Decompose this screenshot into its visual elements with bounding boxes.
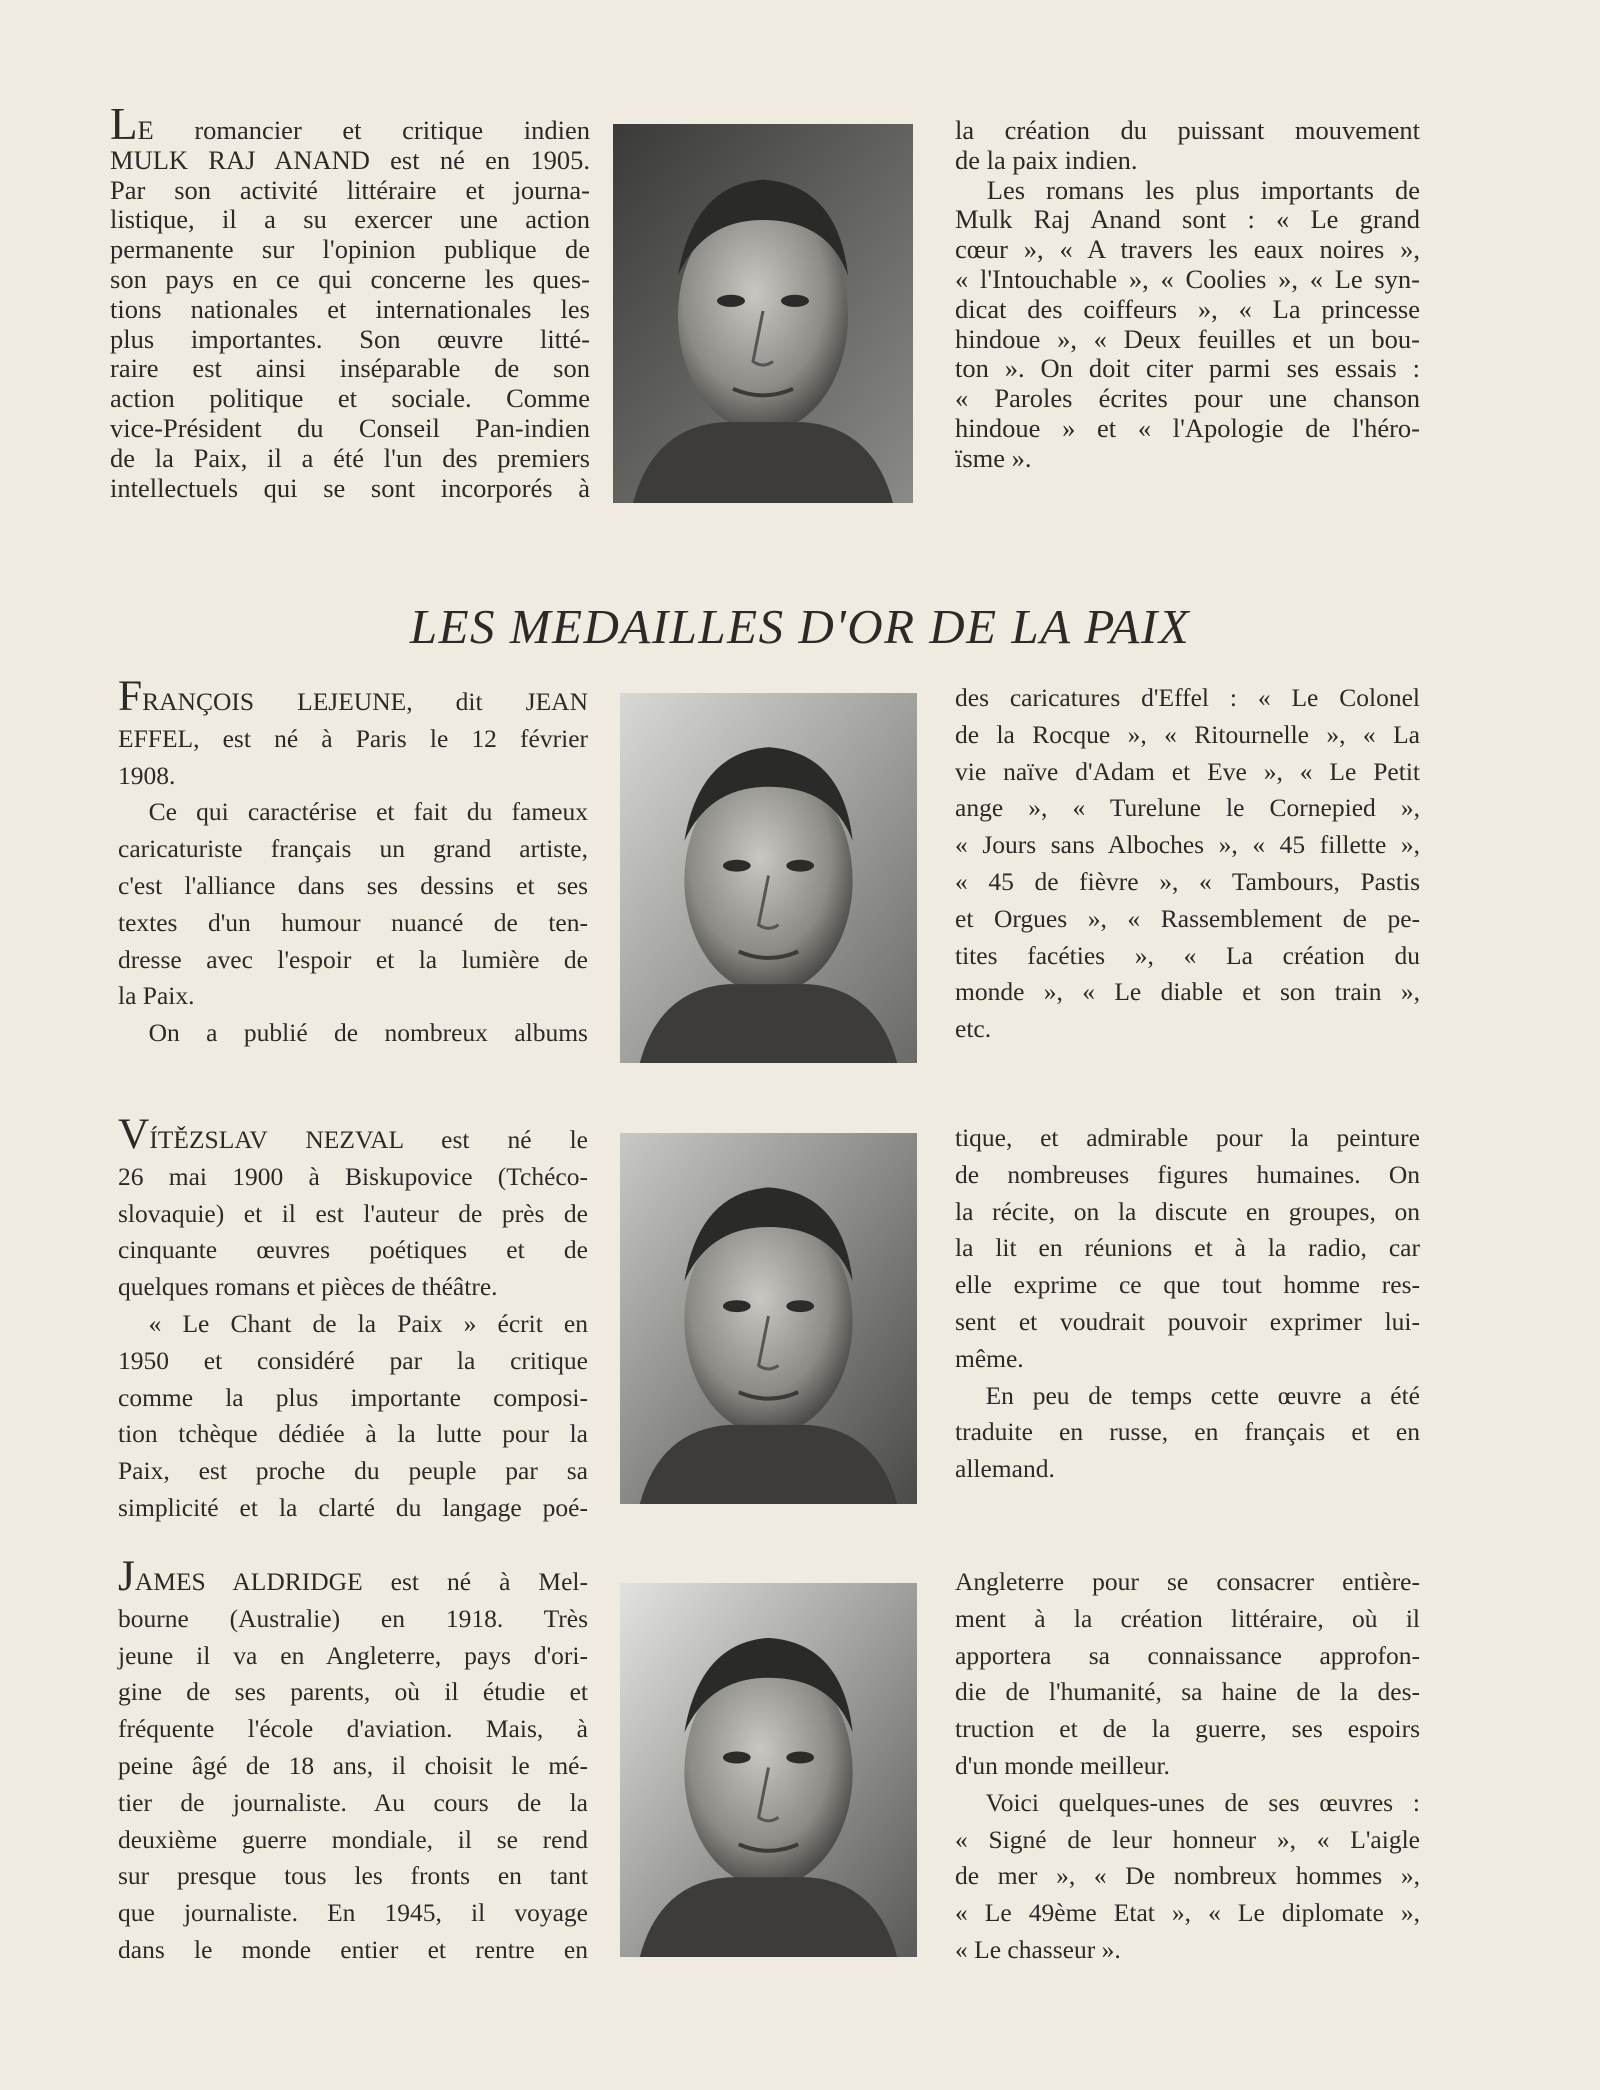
text-line: jeune il va en Angleterre, pays d'ori- — [118, 1640, 588, 1670]
portrait-image — [620, 1583, 917, 1957]
text-line: tier de journaliste. Au cours de la — [118, 1787, 588, 1817]
text-line: de la Paix, il a été l'un des premiers — [110, 442, 590, 473]
text-line: dicat des coiffeurs », « La princesse — [955, 293, 1420, 324]
drop-cap: V — [118, 1110, 150, 1158]
text-line: « Le Chant de la Paix » écrit en — [148, 1308, 588, 1338]
text-line-content: AMES ALDRIDGE est né à Mel- — [134, 1567, 588, 1596]
text-line: vie naïve d'Adam et Eve », « Le Petit — [955, 756, 1420, 786]
text-line: son pays en ce qui concerne les ques- — [110, 263, 590, 294]
text-line: sur presque tous les fronts en tant — [118, 1861, 588, 1891]
text-line: et Orgues », « Rassemblement de pe- — [955, 903, 1420, 933]
text-line-content: RANÇOIS LEJEUNE, dit JEAN — [142, 687, 588, 716]
page-title: LES MEDAILLES D'OR DE LA PAIX — [409, 599, 1191, 654]
text-line: Paix, est proche du peuple par sa — [118, 1456, 588, 1486]
text-line: tions nationales et internationales les — [110, 293, 590, 324]
text-line: deuxième guerre mondiale, il se rend — [118, 1824, 588, 1854]
text-line: même. — [955, 1343, 1024, 1373]
drop-cap: L — [110, 99, 138, 149]
text-line: de mer », « De nombreux hommes », — [955, 1861, 1420, 1891]
text-line: la lit en réunions et à la radio, car — [955, 1233, 1420, 1263]
text-line: gine de ses parents, où il étudie et — [118, 1677, 588, 1707]
text-line: En peu de temps cette œuvre a été — [985, 1380, 1420, 1410]
text-line: ton ». On doit citer parmi ses essais : — [955, 353, 1420, 384]
text-line: peine âgé de 18 ans, il choisit le mé- — [118, 1750, 588, 1780]
text-line: Mulk Raj Anand sont : « Le grand — [955, 204, 1420, 235]
text-line: MULK RAJ ANAND est né en 1905. — [110, 144, 590, 175]
text-line — [118, 672, 588, 721]
text-line: dans le monde entier et rentre en — [118, 1934, 588, 1964]
text-line: « Signé de leur honneur », « L'aigle — [955, 1824, 1420, 1854]
text-line: elle exprime ce que tout homme res- — [955, 1270, 1420, 1300]
text-line: tique, et admirable pour la peinture — [955, 1123, 1420, 1152]
text-line: de la Rocque », « Ritournelle », « La — [955, 719, 1420, 749]
text-line: ment à la création littéraire, où il — [955, 1603, 1420, 1633]
text-line: cinquante œuvres poétiques et de — [118, 1235, 588, 1265]
text-line: « 45 de fièvre », « Tambours, Pastis — [955, 866, 1420, 896]
text-line-content: ÍTĚZSLAV NEZVAL est né le — [149, 1125, 588, 1154]
text-line: raire est ainsi inséparable de son — [110, 353, 590, 384]
drop-cap: F — [118, 672, 143, 720]
text-line: de nombreuses figures humaines. On — [955, 1159, 1420, 1189]
text-line: hindoue » et « l'Apologie de l'héro- — [955, 412, 1420, 443]
section-vitezslav-nezval-left-column — [118, 1110, 588, 1527]
text-line: plus importantes. Son œuvre litté- — [110, 323, 590, 354]
text-line-content: E romancier et critique indien — [137, 115, 590, 145]
text-line: slovaquie) et il est l'auteur de près de — [118, 1198, 588, 1228]
text-line: « Le 49ème Etat », « Le diplomate », — [955, 1898, 1420, 1928]
section-jean-effel-right-column — [955, 680, 1420, 1048]
text-line: simplicité et la clarté du langage poé- — [118, 1492, 588, 1522]
text-line: Angleterre pour se consacrer entière- — [955, 1567, 1420, 1596]
text-line: allemand. — [955, 1454, 1055, 1484]
text-line: tion tchèque dédiée à la lutte pour la — [118, 1419, 588, 1449]
text-line: « Paroles écrites pour une chanson — [955, 383, 1420, 414]
text-line: Par son activité littéraire et journa- — [110, 174, 590, 205]
text-line: textes d'un humour nuancé de ten- — [118, 907, 588, 937]
text-line: intellectuels qui se sont incorporés à — [110, 472, 590, 503]
text-line: truction et de la guerre, ses espoirs — [955, 1714, 1420, 1744]
text-line: action politique et sociale. Comme — [110, 383, 590, 414]
text-line: ange », « Turelune le Cornepied », — [955, 793, 1420, 823]
section-vitezslav-nezval-right-column — [955, 1120, 1420, 1488]
text-line: fréquente l'école d'aviation. Mais, à — [118, 1714, 588, 1744]
section-mulk-raj-anand-left-column — [110, 99, 590, 503]
drop-cap: J — [118, 1552, 135, 1600]
text-line: la récite, on la discute en groupes, on — [955, 1196, 1420, 1226]
text-line: On a publié de nombreux albums — [148, 1018, 588, 1048]
text-line: Voici quelques-unes de ses œuvres : — [985, 1787, 1420, 1817]
text-line: de la paix indien. — [955, 144, 1138, 175]
text-line: permanente sur l'opinion publique de — [110, 234, 590, 265]
portrait-photo-vitezslav-nezval — [620, 1133, 917, 1504]
text-line — [110, 99, 590, 149]
text-line: listique, il a su exercer une action — [110, 204, 590, 235]
text-line: apportera sa connaissance approfon- — [955, 1640, 1420, 1670]
section-james-aldridge-right-column — [955, 1564, 1420, 1969]
text-line: ïsme ». — [955, 442, 1032, 473]
text-line: la création du puissant mouvement — [955, 115, 1420, 145]
text-line — [118, 1110, 588, 1159]
text-line: caricaturiste français un grand artiste, — [118, 834, 588, 864]
text-line: dresse avec l'espoir et la lumière de — [118, 944, 588, 974]
portrait-image — [620, 693, 917, 1063]
text-line: comme la plus importante composi- — [118, 1382, 588, 1412]
text-line: EFFEL, est né à Paris le 12 février — [118, 723, 588, 753]
section-jean-effel-left-column — [118, 672, 588, 1052]
text-line: 1950 et considéré par la critique — [118, 1345, 588, 1375]
section-james-aldridge-left-column — [118, 1552, 588, 1969]
text-line: vice-Président du Conseil Pan-indien — [110, 412, 590, 443]
text-line: quelques romans et pièces de théâtre. — [118, 1272, 498, 1302]
text-line: Les romans les plus importants de — [986, 174, 1420, 205]
text-line: d'un monde meilleur. — [955, 1750, 1170, 1780]
text-line: 1908. — [118, 760, 176, 790]
text-line: cœur », « A travers les eaux noires », — [955, 234, 1420, 265]
text-line: tites facéties », « La création du — [955, 940, 1420, 970]
text-line: sent et voudrait pouvoir exprimer lui- — [955, 1306, 1420, 1336]
portrait-photo-james-aldridge — [620, 1583, 917, 1957]
text-line: die de l'humanité, sa haine de la des- — [955, 1677, 1420, 1707]
text-line: la Paix. — [118, 981, 195, 1011]
text-line: traduite en russe, en français et en — [955, 1417, 1420, 1447]
portrait-image — [620, 1133, 917, 1504]
section-mulk-raj-anand-right-column — [955, 116, 1420, 474]
portrait-photo-mulk-raj-anand — [613, 124, 913, 503]
text-line: « Jours sans Alboches », « 45 fillette », — [955, 830, 1420, 860]
portrait-photo-jean-effel — [620, 693, 917, 1063]
text-line: monde », « Le diable et son train », — [955, 977, 1420, 1007]
text-line: « Le chasseur ». — [955, 1934, 1121, 1964]
text-line: « l'Intouchable », « Coolies », « Le syn- — [955, 263, 1420, 294]
text-line: etc. — [955, 1014, 992, 1044]
text-line — [118, 1552, 588, 1601]
text-line: 26 mai 1900 à Biskupovice (Tchéco- — [118, 1161, 588, 1191]
text-line: Ce qui caractérise et fait du fameux — [148, 797, 588, 827]
portrait-image — [613, 124, 913, 503]
text-line: hindoue », « Deux feuilles et un bou- — [955, 323, 1420, 354]
text-line: des caricatures d'Effel : « Le Colonel — [955, 683, 1420, 712]
text-line: bourne (Australie) en 1918. Très — [118, 1603, 588, 1633]
text-line: que journaliste. En 1945, il voyage — [118, 1898, 588, 1928]
text-line: c'est l'alliance dans ses dessins et ses — [118, 870, 588, 900]
